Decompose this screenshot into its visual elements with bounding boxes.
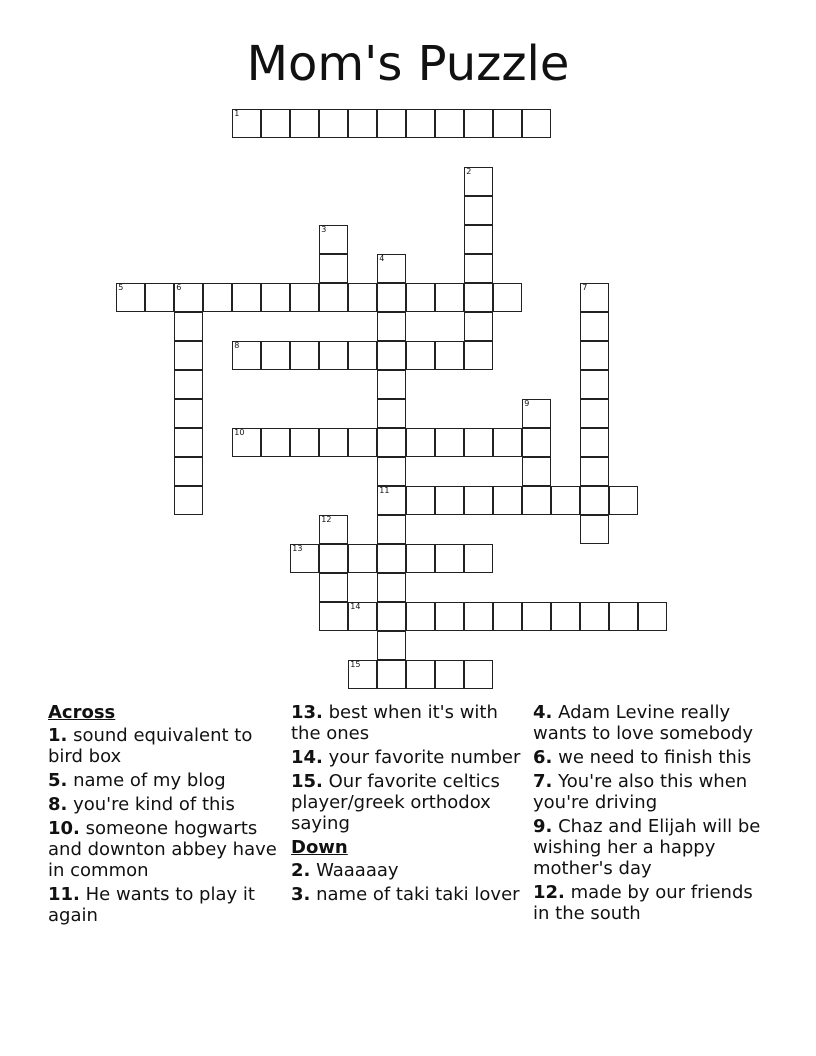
clue-number-label: 15.	[291, 771, 323, 792]
clue-text: we need to finish this	[552, 747, 752, 768]
grid-cell[interactable]	[493, 602, 522, 631]
grid-cell[interactable]	[522, 457, 551, 486]
clue-number: 12	[321, 515, 332, 525]
clue-number-label: 6.	[533, 747, 553, 768]
clue-number-label: 2.	[291, 860, 311, 881]
grid-cell[interactable]	[377, 457, 406, 486]
grid-cell[interactable]	[493, 428, 522, 457]
clue-number: 15	[350, 660, 361, 670]
clue-number: 5	[118, 283, 124, 293]
grid-cell[interactable]	[377, 660, 406, 689]
clue-number-label: 11.	[48, 884, 80, 905]
grid-cell[interactable]	[174, 486, 203, 515]
clue-number: 10	[234, 428, 245, 438]
clue-column-1	[48, 702, 280, 929]
clue-number-label: 4.	[533, 702, 553, 723]
grid-cell[interactable]	[174, 399, 203, 428]
grid-cell[interactable]	[406, 544, 435, 573]
grid-cell[interactable]	[406, 341, 435, 370]
grid-cell[interactable]	[319, 254, 348, 283]
clue-number: 14	[350, 602, 361, 612]
clue-number-label: 14.	[291, 747, 323, 768]
grid-cell[interactable]	[174, 341, 203, 370]
clue-number: 9	[524, 399, 530, 409]
clue-text: Chaz and Elijah will be wishing her a happy mother's day	[533, 816, 761, 879]
clue-number: 1	[234, 109, 240, 119]
grid-cell[interactable]	[493, 109, 522, 138]
clue-text: someone hogwarts and downton abbey have in common	[48, 818, 277, 881]
grid-cell[interactable]	[522, 428, 551, 457]
grid-cell[interactable]	[580, 370, 609, 399]
grid-cell[interactable]	[464, 109, 493, 138]
clue-text: sound equivalent to bird box	[48, 725, 253, 767]
clue	[291, 702, 523, 744]
grid-cell[interactable]	[435, 544, 464, 573]
grid-cell[interactable]	[464, 225, 493, 254]
clue	[48, 725, 280, 767]
grid-cell[interactable]	[377, 312, 406, 341]
clue-number: 11	[379, 486, 390, 496]
grid-cell[interactable]	[580, 283, 609, 312]
grid-cell[interactable]	[232, 109, 261, 138]
grid-cell[interactable]	[319, 225, 348, 254]
grid-cell[interactable]	[290, 283, 319, 312]
grid-cell[interactable]	[464, 341, 493, 370]
grid-cell[interactable]	[580, 457, 609, 486]
clue-text: He wants to play it again	[48, 884, 255, 926]
grid-cell[interactable]	[348, 544, 377, 573]
grid-cell[interactable]	[145, 283, 174, 312]
grid-cell[interactable]	[406, 602, 435, 631]
grid-cell[interactable]	[406, 283, 435, 312]
clue-number: 7	[582, 283, 588, 293]
grid-cell[interactable]	[377, 631, 406, 660]
clue-text: you're kind of this	[67, 794, 235, 815]
grid-cell[interactable]	[261, 109, 290, 138]
grid-cell[interactable]	[319, 428, 348, 457]
grid-cell[interactable]	[348, 428, 377, 457]
clue-number: 8	[234, 341, 240, 351]
grid-cell[interactable]	[261, 341, 290, 370]
grid-cell[interactable]	[406, 109, 435, 138]
grid-cell[interactable]	[435, 283, 464, 312]
grid-cell[interactable]	[377, 254, 406, 283]
clue-text: made by our friends in the south	[533, 882, 753, 924]
clue-text: name of my blog	[67, 770, 226, 791]
clue-text: Waaaaay	[310, 860, 399, 881]
grid-cell[interactable]	[348, 660, 377, 689]
grid-cell[interactable]	[348, 283, 377, 312]
clue-number: 13	[292, 544, 303, 554]
grid-cell[interactable]	[377, 109, 406, 138]
grid-cell[interactable]	[493, 486, 522, 515]
grid-cell[interactable]	[290, 428, 319, 457]
grid-cell[interactable]	[551, 486, 580, 515]
grid-cell[interactable]	[377, 283, 406, 312]
grid-cell[interactable]	[116, 283, 145, 312]
grid-cell[interactable]	[580, 341, 609, 370]
clue	[533, 747, 765, 768]
grid-cell[interactable]	[348, 341, 377, 370]
clue	[533, 882, 765, 924]
clue-text: your favorite number	[322, 747, 521, 768]
grid-cell[interactable]	[377, 341, 406, 370]
clue-number-label: 12.	[533, 882, 565, 903]
clue-number-label: 3.	[291, 884, 311, 905]
grid-cell[interactable]	[377, 573, 406, 602]
grid-cell[interactable]	[522, 399, 551, 428]
clue-number: 6	[176, 283, 182, 293]
clue	[291, 884, 523, 905]
clue-number-label: 10.	[48, 818, 80, 839]
grid-cell[interactable]	[609, 486, 638, 515]
grid-cell[interactable]	[580, 515, 609, 544]
grid-cell[interactable]	[261, 428, 290, 457]
grid-cell[interactable]	[319, 341, 348, 370]
grid-cell[interactable]	[464, 196, 493, 225]
grid-cell[interactable]	[377, 515, 406, 544]
grid-cell[interactable]	[435, 660, 464, 689]
grid-cell[interactable]	[232, 341, 261, 370]
grid-cell[interactable]	[377, 544, 406, 573]
clue-number-label: 8.	[48, 794, 68, 815]
clue-text: Our favorite celtics player/greek orthodox saying	[291, 771, 500, 834]
clue-column-2	[291, 702, 523, 908]
clue-number-label: 7.	[533, 771, 553, 792]
grid-cell[interactable]	[435, 109, 464, 138]
grid-cell[interactable]	[319, 544, 348, 573]
clue-number-label: 9.	[533, 816, 553, 837]
grid-cell[interactable]	[464, 544, 493, 573]
clue	[533, 816, 765, 879]
grid-cell[interactable]	[551, 602, 580, 631]
grid-cell[interactable]	[174, 312, 203, 341]
grid-cell[interactable]	[377, 428, 406, 457]
clue-number-label: 1.	[48, 725, 68, 746]
grid-cell[interactable]	[522, 486, 551, 515]
grid-cell[interactable]	[290, 109, 319, 138]
grid-cell[interactable]	[493, 283, 522, 312]
clue	[48, 818, 280, 881]
grid-cell[interactable]	[232, 428, 261, 457]
clue-text: Adam Levine really wants to love somebody	[533, 702, 754, 744]
grid-cell[interactable]	[580, 486, 609, 515]
grid-cell[interactable]	[290, 544, 319, 573]
grid-cell[interactable]	[638, 602, 667, 631]
grid-cell[interactable]	[406, 486, 435, 515]
grid-cell[interactable]	[522, 602, 551, 631]
clue	[48, 884, 280, 926]
grid-cell[interactable]	[319, 573, 348, 602]
grid-cell[interactable]	[435, 602, 464, 631]
grid-cell[interactable]	[377, 370, 406, 399]
grid-cell[interactable]	[319, 602, 348, 631]
grid-cell[interactable]	[464, 602, 493, 631]
across-header: Across	[48, 702, 116, 723]
clue-number-label: 5.	[48, 770, 68, 791]
clue	[48, 794, 280, 815]
grid-cell[interactable]	[406, 428, 435, 457]
grid-cell[interactable]	[580, 428, 609, 457]
grid-cell[interactable]	[377, 602, 406, 631]
clue	[533, 702, 765, 744]
grid-cell[interactable]	[174, 457, 203, 486]
grid-cell[interactable]	[232, 283, 261, 312]
clue	[533, 771, 765, 813]
clue	[291, 747, 523, 768]
clue-text: You're also this when you're driving	[533, 771, 748, 813]
clue	[48, 770, 280, 791]
grid-cell[interactable]	[580, 399, 609, 428]
grid-cell[interactable]	[464, 167, 493, 196]
grid-cell[interactable]	[435, 486, 464, 515]
grid-cell[interactable]	[203, 283, 232, 312]
grid-cell[interactable]	[435, 428, 464, 457]
grid-cell[interactable]	[319, 515, 348, 544]
clue-number: 4	[379, 254, 385, 264]
grid-cell[interactable]	[348, 109, 377, 138]
grid-cell[interactable]	[174, 370, 203, 399]
grid-cell[interactable]	[348, 602, 377, 631]
grid-cell[interactable]	[580, 312, 609, 341]
grid-cell[interactable]	[290, 341, 319, 370]
grid-cell[interactable]	[377, 399, 406, 428]
grid-cell[interactable]	[522, 109, 551, 138]
clue-text: name of taki taki lover	[310, 884, 520, 905]
grid-cell[interactable]	[580, 602, 609, 631]
clue	[291, 771, 523, 834]
grid-cell[interactable]	[464, 660, 493, 689]
grid-cell[interactable]	[464, 283, 493, 312]
clue-number: 2	[466, 167, 472, 177]
grid-cell[interactable]	[464, 312, 493, 341]
grid-cell[interactable]	[174, 283, 203, 312]
grid-cell[interactable]	[319, 283, 348, 312]
grid-cell[interactable]	[435, 341, 464, 370]
grid-cell[interactable]	[261, 283, 290, 312]
grid-cell[interactable]	[464, 486, 493, 515]
clue-number-label: 13.	[291, 702, 323, 723]
grid-cell[interactable]	[609, 602, 638, 631]
grid-cell[interactable]	[377, 486, 406, 515]
puzzle-title: Mom's Puzzle	[246, 36, 570, 92]
grid-cell[interactable]	[464, 428, 493, 457]
clue	[291, 860, 523, 881]
grid-cell[interactable]	[319, 109, 348, 138]
clue-column-3	[533, 702, 765, 927]
grid-cell[interactable]	[174, 428, 203, 457]
down-header: Down	[291, 837, 348, 858]
grid-cell[interactable]	[464, 254, 493, 283]
clue-text: best when it's with the ones	[291, 702, 498, 744]
clue-number: 3	[321, 225, 327, 235]
grid-cell[interactable]	[406, 660, 435, 689]
